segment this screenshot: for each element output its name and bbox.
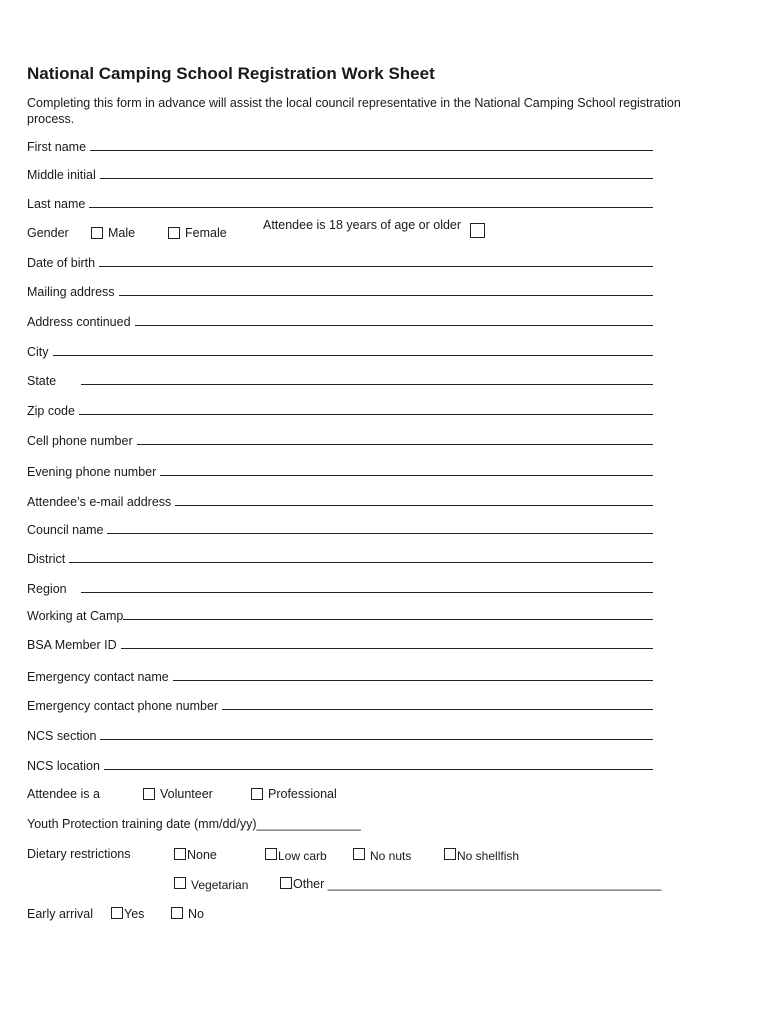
council-field[interactable] (107, 521, 653, 534)
bsa-id-field[interactable] (121, 636, 653, 649)
first-name-row (27, 136, 653, 154)
ncs-section-label: NCS section (27, 729, 97, 743)
cell-phone-field[interactable] (137, 432, 653, 445)
state-field[interactable] (81, 372, 653, 385)
early-arrival-yes-label: Yes (124, 907, 145, 921)
last-name-row (27, 193, 653, 211)
diet-none-checkbox[interactable] (174, 848, 186, 860)
bsa-id-label: BSA Member ID (27, 638, 117, 652)
evening-phone-label: Evening phone number (27, 465, 157, 479)
middle-initial-field[interactable] (100, 166, 653, 179)
gender-label: Gender (27, 226, 69, 240)
emergency-phone-field[interactable] (222, 697, 653, 710)
last-name-field[interactable] (89, 195, 653, 208)
ncs-location-field[interactable] (104, 757, 653, 770)
zip-label: Zip code (27, 404, 75, 418)
diet-other-checkbox[interactable] (280, 877, 292, 889)
emergency-name-label: Emergency contact name (27, 670, 169, 684)
email-label: Attendee’s e-mail address (27, 495, 172, 509)
emergency-name-row (27, 666, 653, 684)
male-checkbox[interactable] (91, 227, 103, 239)
emergency-phone-label: Emergency contact phone number (27, 699, 219, 713)
mailing-address-field[interactable] (119, 283, 653, 296)
cell-phone-row (27, 430, 653, 448)
ncs-location-row (27, 755, 653, 773)
working-at-camp-field[interactable] (123, 607, 653, 620)
ncs-section-field[interactable] (100, 727, 653, 740)
email-field[interactable] (175, 493, 653, 506)
youth-protection-label: Youth Protection training date (mm/dd/yy)_______________ (27, 817, 361, 831)
district-field[interactable] (69, 550, 653, 563)
page-title: National Camping School Registration Work Sheet (27, 64, 435, 83)
region-field[interactable] (81, 580, 653, 593)
early-arrival-no-label: No (188, 907, 204, 921)
zip-field[interactable] (79, 402, 653, 415)
first-name-field[interactable] (90, 138, 653, 151)
diet-none-label: None (187, 848, 217, 862)
working-at-camp-row (27, 605, 653, 623)
volunteer-checkbox[interactable] (143, 788, 155, 800)
city-field[interactable] (53, 343, 653, 356)
early-arrival-yes-checkbox[interactable] (111, 907, 123, 919)
female-label: Female (185, 226, 227, 240)
city-label: City (27, 345, 49, 359)
region-row (27, 578, 653, 596)
diet-other-label[interactable]: Other ________________________________________________ (293, 877, 662, 891)
evening-phone-row (27, 461, 653, 479)
volunteer-label: Volunteer (160, 787, 213, 801)
cell-phone-label: Cell phone number (27, 434, 133, 448)
adult-label: Attendee is 18 years of age or older (263, 218, 462, 232)
council-label: Council name (27, 523, 104, 537)
ncs-location-label: NCS location (27, 759, 100, 773)
city-row (27, 341, 653, 359)
evening-phone-field[interactable] (160, 463, 653, 476)
adult-checkbox[interactable] (470, 223, 485, 238)
intro-text: Completing this form in advance will assist the local council representative in the National Camping School registration process. (27, 96, 681, 126)
professional-label: Professional (268, 787, 337, 801)
female-checkbox[interactable] (168, 227, 180, 239)
date-of-birth-label: Date of birth (27, 256, 96, 270)
diet-low-carb-checkbox[interactable] (265, 848, 277, 860)
district-label: District (27, 552, 66, 566)
date-of-birth-field[interactable] (99, 254, 653, 267)
email-row (27, 491, 653, 509)
ncs-section-row (27, 725, 653, 743)
early-arrival-label: Early arrival (27, 907, 93, 921)
date-of-birth-row (27, 252, 653, 270)
zip-row (27, 400, 653, 418)
emergency-phone-row (27, 695, 653, 713)
attendee-type-label: Attendee is a (27, 787, 100, 801)
middle-initial-label: Middle initial (27, 168, 96, 182)
bsa-id-row (27, 634, 653, 652)
address-continued-row (27, 311, 653, 329)
diet-no-nuts-label: No nuts (370, 849, 412, 863)
address-continued-field[interactable] (135, 313, 653, 326)
early-arrival-no-checkbox[interactable] (171, 907, 183, 919)
dietary-label: Dietary restrictions (27, 847, 131, 861)
male-label: Male (108, 226, 136, 240)
last-name-label: Last name (27, 197, 86, 211)
district-row (27, 548, 653, 566)
diet-no-nuts-checkbox[interactable] (353, 848, 365, 860)
mailing-address-label: Mailing address (27, 285, 115, 299)
diet-no-shellfish-label: No shellfish (457, 849, 520, 863)
state-label: State (27, 374, 57, 388)
state-row (27, 370, 653, 388)
address-continued-label: Address continued (27, 315, 131, 329)
professional-checkbox[interactable] (251, 788, 263, 800)
middle-initial-row (27, 164, 653, 182)
region-label: Region (27, 582, 67, 596)
council-row (27, 519, 653, 537)
diet-vegetarian-checkbox[interactable] (174, 877, 186, 889)
mailing-address-row (27, 281, 653, 299)
first-name-label: First name (27, 140, 87, 154)
diet-no-shellfish-checkbox[interactable] (444, 848, 456, 860)
emergency-name-field[interactable] (173, 668, 653, 681)
working-at-camp-label: Working at Camp (27, 609, 124, 623)
diet-low-carb-label: Low carb (278, 849, 327, 863)
diet-vegetarian-label: Vegetarian (191, 878, 249, 892)
